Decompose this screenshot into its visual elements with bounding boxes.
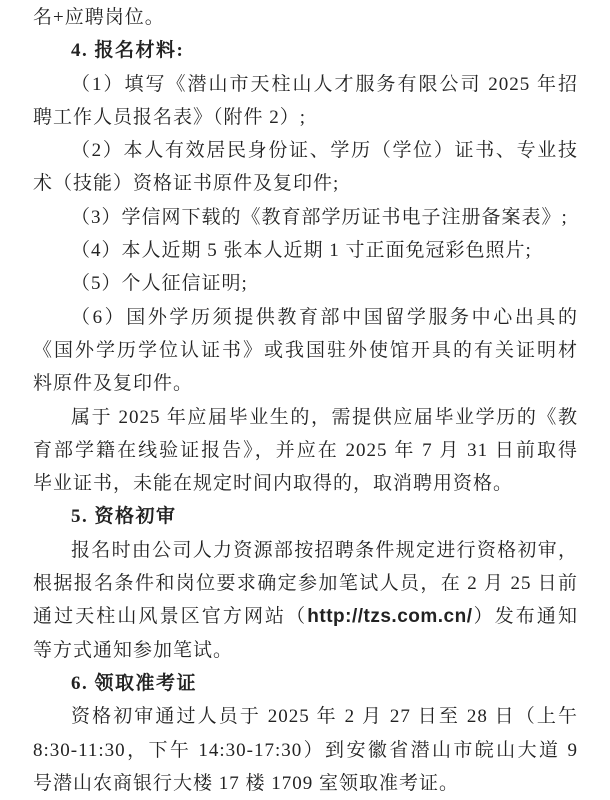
text-line: （2）本人有效居民身份证、学历（学位）证书、专业技 [71,140,578,162]
text-line: 资格初审通过人员于 2025 年 2 月 27 日至 28 日（上午 [71,706,578,728]
text-line: （1）填写《潜山市天柱山人才服务有限公司 2025 年招 [71,73,578,95]
text-line: 《国外学历学位认证书》或我国驻外使馆开具的有关证明材 [33,339,578,361]
paragraph-tail: 名+应聘岗位。 [33,7,165,28]
text-line: （4）本人近期 5 张本人近期 1 寸正面免冠彩色照片; [71,240,532,262]
url-suffix-text: ）发布通知 [472,606,578,628]
text-line: 毕业证书，未能在规定时间内取得的，取消聘用资格。 [33,473,514,495]
section-heading-6: 6. 领取准考证 [71,672,198,694]
text-line: 育部学籍在线验证报告》，并应在 2025 年 7 月 31 日前取得 [33,439,578,461]
text-line: 号潜山农商银行大楼 17 楼 1709 室领取准考证。 [33,772,460,794]
text-line: （5）个人征信证明; [71,273,248,295]
text-line: （6）国外学历须提供教育部中国留学服务中心出具的 [71,306,578,328]
url-prefix-text: 通过天柱山风景区官方网站（ [33,606,308,628]
text-line: 属于 2025 年应届毕业生的，需提供应届毕业学历的《教 [71,406,578,428]
text-line: （3）学信网下载的《教育部学历证书电子注册备案表》; [71,206,568,228]
section-heading-5: 5. 资格初审 [71,506,177,528]
website-url-text: http://tzs.com.cn/ [307,606,473,628]
text-line: 聘工作人员报名表》（附件 2）; [33,106,307,128]
text-line: 根据报名条件和岗位要求确定参加笔试人员，在 2 月 25 日前 [33,573,578,595]
text-line: 术（技能）资格证书原件及复印件; [33,173,340,195]
text-line: 报名时由公司人力资源部按招聘条件规定进行资格初审， [71,539,578,561]
text-line: 等方式通知参加笔试。 [33,639,234,661]
text-line-with-url [33,600,578,633]
text-line: 8:30-11:30，下午 14:30-17:30）到安徽省潜山市皖山大道 9 [33,739,578,761]
text-line: 料原件及复印件。 [33,373,194,395]
section-heading-4: 4. 报名材料: [71,40,185,62]
